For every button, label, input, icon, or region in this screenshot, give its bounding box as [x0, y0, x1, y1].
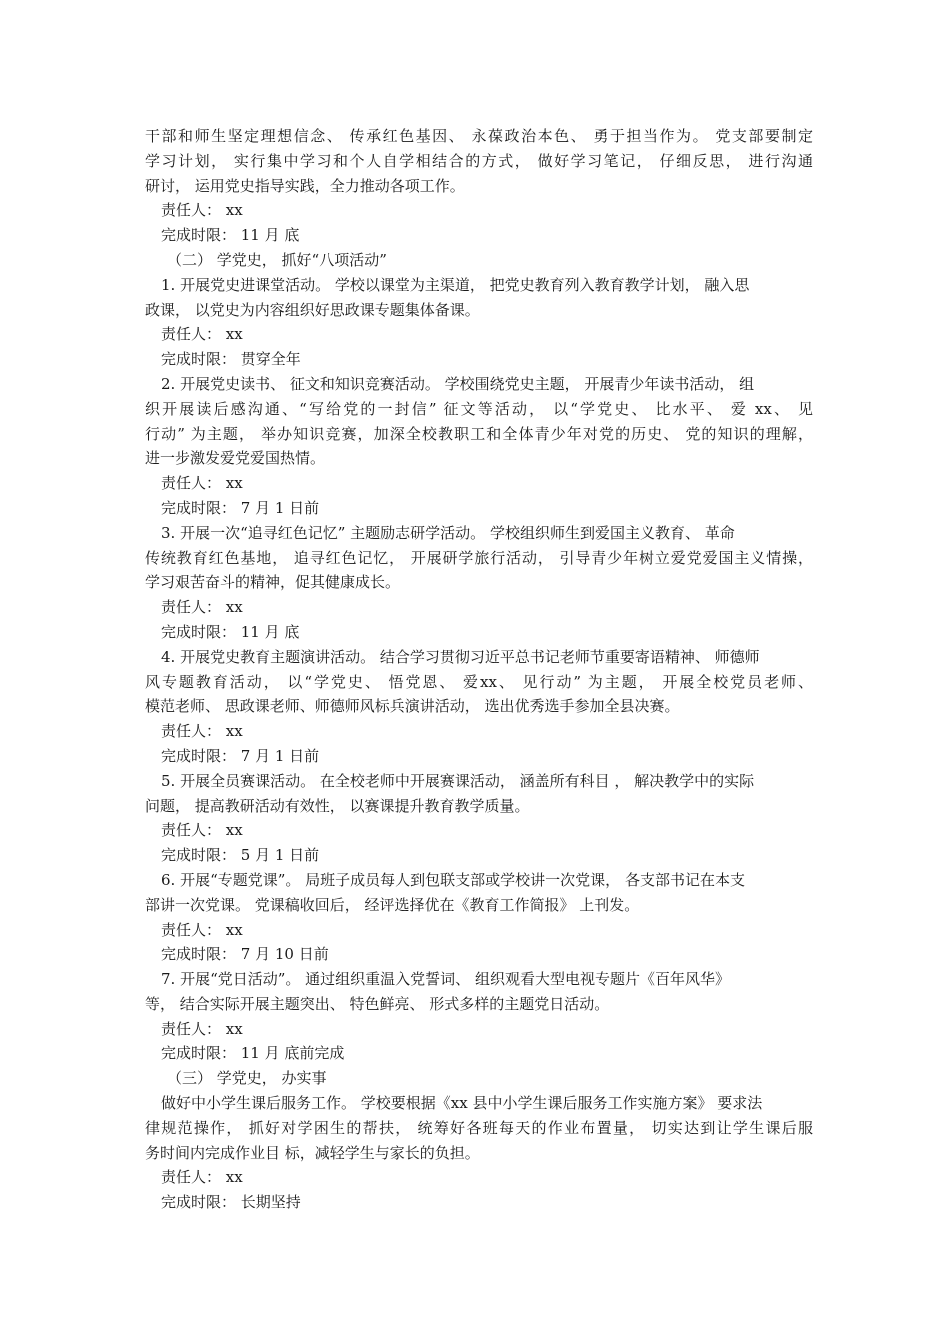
text-line: （三） 学党史， 办实事 [167, 1069, 327, 1088]
text-line: 完成时限： 11 月 底前完成 [161, 1044, 345, 1063]
text-line: 完成时限： 11 月 底 [161, 226, 300, 245]
text-line: 完成时限： 7 月 1 日前 [161, 498, 320, 517]
text-line: 6. 开展“专题党课”。 局班子成员每人到包联支部或学校讲一次党课， 各支部书记在本支 [161, 870, 745, 889]
text-line: 完成时限： 贯穿全年 [161, 350, 301, 369]
text-line: （二） 学党史， 抓好“八项活动” [167, 250, 387, 269]
text-line: 责任人： xx [161, 474, 243, 493]
text-line: 2. 开展党史读书、 征文和知识竞赛活动。 学校围绕党史主题， 开展青少年读书活动， 组 [161, 374, 755, 393]
text-line: 4. 开展党史教育主题演讲活动。 结合学习贯彻习近平总书记老师节重要寄语精神、 师德师 [161, 647, 760, 666]
text-line: 问题， 提高教研活动有效性， 以赛课提升教育教学质量。 [145, 796, 530, 815]
text-line: 责任人： xx [161, 1168, 243, 1187]
text-line: 风专题教育活动， 以“学党史、 悟党恩、 爱xx、 见行动” 为主题， 开展全校党员老师、 [145, 672, 813, 691]
text-line: 部讲一次党课。 党课稿收回后， 经评选择优在《教育工作简报》 上刊发。 [145, 895, 640, 914]
text-line: 务时间内完成作业目 标，减轻学生与家长的负担。 [145, 1143, 480, 1162]
text-line: 责任人： xx [161, 821, 243, 840]
text-line: 5. 开展全员赛课活动。 在全校老师中开展赛课活动， 涵盖所有科目 ， 解决教学中的实际 [161, 771, 755, 790]
text-line: 责任人： xx [161, 201, 243, 220]
text-line: 完成时限： 7 月 1 日前 [161, 746, 320, 765]
text-line: 律规范操作， 抓好对学困生的帮扶， 统筹好各班每天的作业布置量， 切实达到让学生课后服 [145, 1118, 813, 1137]
text-line: 模范老师、 思政课老师、师德师风标兵演讲活动， 选出优秀选手参加全县决赛。 [145, 697, 680, 716]
text-line: 完成时限： 长期坚持 [161, 1193, 301, 1212]
text-line: 责任人： xx [161, 722, 243, 741]
text-line: 责任人： xx [161, 1019, 243, 1038]
text-line: 完成时限： 5 月 1 日前 [161, 846, 320, 865]
document-body [145, 124, 813, 1215]
text-line: 干部和师生坚定理想信念、 传承红色基因、 永葆政治本色、 勇于担当作为。 党支部要制定 [145, 127, 813, 145]
text-line: 传统教育红色基地， 追寻红色记忆， 开展研学旅行活动， 引导青少年树立爱党爱国主义情操， [145, 548, 813, 567]
text-line: 做好中小学生课后服务工作。 学校要根据《xx 县中小学生课后服务工作实施方案》 要求法 [161, 1094, 763, 1113]
text-line: 等， 结合实际开展主题突出、 特色鲜亮、 形式多样的主题党日活动。 [145, 994, 610, 1013]
text-line: 学习计划， 实行集中学习和个人自学相结合的方式， 做好学习笔记， 仔细反思， 进行沟通 [145, 151, 813, 170]
text-line: 责任人： xx [161, 920, 243, 939]
text-line: 织开展读后感沟通、“写给党的一封信” 征文等活动， 以“学党史、 比水平、 爱 xx、 见 [145, 399, 813, 418]
text-line: 研讨， 运用党史指导实践，全力推动各项工作。 [145, 176, 465, 195]
text-line: 政课， 以党史为内容组织好思政课专题集体备课。 [145, 300, 480, 319]
text-line: 7. 开展“党日活动”。 通过组织重温入党誓词、 组织观看大型电视专题片《百年风华》 [161, 970, 730, 989]
text-line: 进一步激发爱党爱国热情。 [145, 449, 326, 468]
text-line: 3. 开展一次“追寻红色记忆” 主题励志研学活动。 学校组织师生到爱国主义教育、 革命 [161, 523, 735, 542]
text-line: 1. 开展党史进课堂活动。 学校以课堂为主渠道， 把党史教育列入教育教学计划， 融入思 [161, 275, 750, 294]
text-line: 完成时限： 7 月 10 日前 [161, 945, 329, 964]
text-line: 学习艰苦奋斗的精神，促其健康成长。 [145, 573, 401, 592]
text-line: 行动” 为主题， 举办知识竞赛，加深全校教职工和全体青少年对党的历史、 党的知识的理解， [145, 424, 813, 443]
text-line: 责任人： xx [161, 598, 243, 617]
text-line: 完成时限： 11 月 底 [161, 622, 300, 641]
text-line: 责任人： xx [161, 325, 243, 344]
